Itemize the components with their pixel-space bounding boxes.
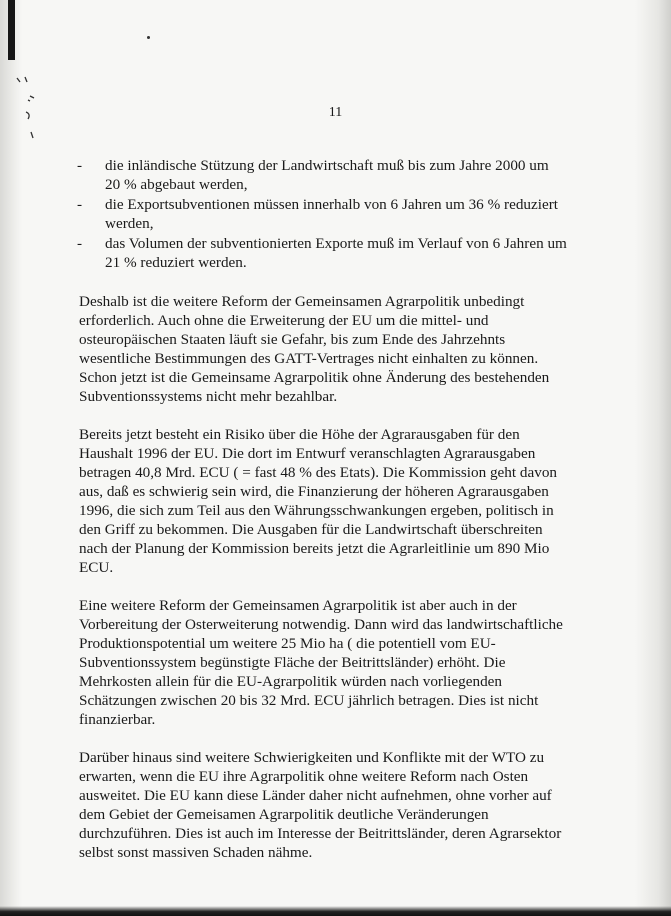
scan-speck <box>147 36 150 39</box>
bullet-text: die Exportsubventionen müssen innerhalb von 6 Jahren um 36 % reduziert werden, <box>105 196 558 232</box>
paragraph-wto-conflicts: Darüber hinaus sind weitere Schwierigkeiten und Konflikte mit der WTO zu erwarten, wenn die EU ihre Agrarpolitik ohne weitere Reform nach Osten ausweitet. Die EU kann diese Länder daher nicht aufnehmen, ohne vorher auf dem Gebiet der Gemeisamen Agrarpolitik deutliche Veränderungen durchzuführen. Dies ist auch im Interesse der Beitrittsländer, deren Agrarsektor selbst sonst massiven Schaden nähme. <box>79 749 562 861</box>
bullet-text: die inländische Stützung der Landwirtschaft muß bis zum Jahre 2000 um 20 % abgebaut werden, <box>105 157 549 193</box>
scan-bottom-edge <box>0 906 671 916</box>
bullet-item <box>79 195 567 233</box>
bullet-marker: - <box>77 235 83 252</box>
bullet-list <box>79 156 567 272</box>
paragraph-eastern-enlargement: Eine weitere Reform der Gemeinsamen Agrarpolitik ist aber auch in der Vorbereitung der Osterweiterung notwendig. Dann wird das landwirtschaftliche Produktionspotential um weitere 25 Mio ha ( die potentiell vom EU-Subventionssystem begünstigte Fläche der Beitrittsländer) erhöht. Die Mehrkosten allein für die EU-Agrarpolitik würden nach vorliegenden Schätzungen zwischen 20 bis 32 Mrd. ECU jährlich betragen. Dies ist nicht finanzierbar. <box>79 597 563 728</box>
bullet-marker: - <box>77 157 83 174</box>
paragraph-budget-risk: Bereits jetzt besteht ein Risiko über die Höhe der Agrarausgaben für den Haushalt 1996 der EU. Die dort im Entwurf veranschlagten Agrarausgaben betragen 40,8 Mrd. ECU ( = fast 48 % des Etats). Die Kommission geht davon aus, daß es schwierig sein wird, die Finanzierung der höheren Agrarausgaben 1996, die sich zum Teil aus den Währungsschwankungen ergeben, politisch in den Griff zu bekommen. Die Ausgaben für die Landwirtschaft überschreiten nach der Planung der Kommission bereits jetzt die Agrarleitlinie um 890 Mio ECU. <box>79 426 558 576</box>
document-body <box>79 156 567 862</box>
scan-edge-right <box>635 0 671 916</box>
bullet-marker: - <box>77 196 83 213</box>
bullet-item <box>79 156 567 194</box>
page-number: 11 <box>328 105 343 120</box>
paragraph-reform-necessity: Deshalb ist die weitere Reform der Gemeinsamen Agrarpolitik unbedingt erforderlich. Auch ohne die Erweiterung der EU um die mittel- und osteuropäischen Staaten läuft sie Gefahr, bis zum Ende des Jahrzehnts wesentliche Bestimmungen des GATT-Vertrages nicht einhalten zu können. Schon jetzt ist die Gemeinsame Agrarpolitik ohne Änderung des bestehenden Subventionssystems nicht mehr bezahlbar. <box>79 293 550 405</box>
bullet-text: das Volumen der subventionierten Exporte muß im Verlauf von 6 Jahren um 21 % reduziert werden. <box>105 235 567 271</box>
binding-bar <box>8 0 15 60</box>
bullet-item <box>79 234 567 272</box>
